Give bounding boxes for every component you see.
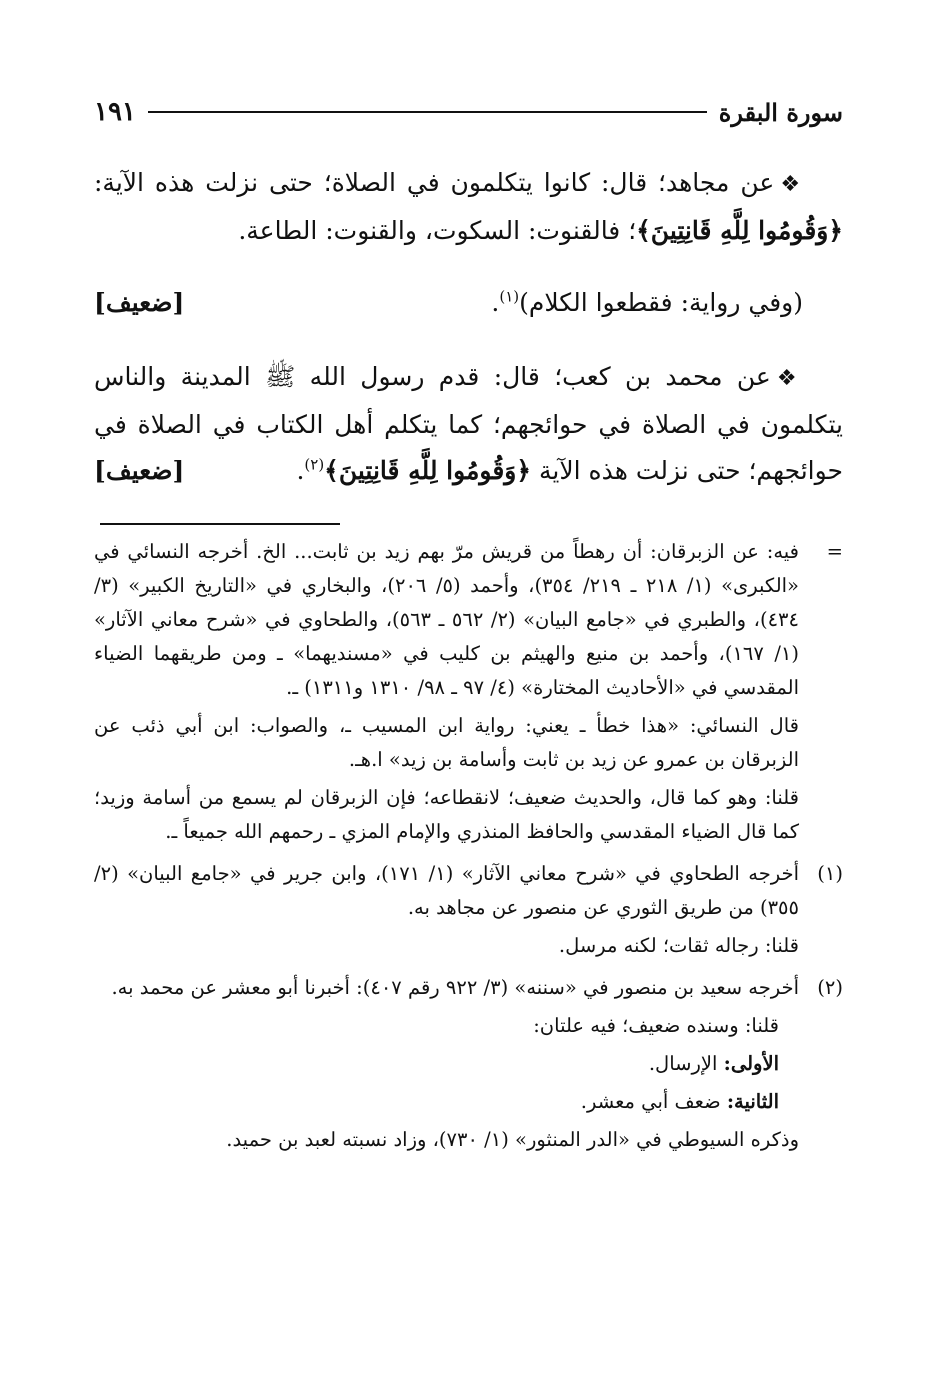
- surah-name: سورة البقرة: [718, 97, 843, 127]
- point-text: الإرسال.: [648, 1052, 724, 1075]
- footnote-paragraph: قال النسائي: «هذا خطأ ـ يعني: رواية ابن المسيب ـ، والصواب: ابن أبي ذئب عن الزبرقان بن عمرو عن زيد بن ثابت وأسامة بن زيد» ا.هـ.: [94, 714, 799, 771]
- footnote-ref: (١): [499, 287, 520, 306]
- header-rule: [148, 111, 707, 113]
- paragraph-text: (وفي رواية: فقطعوا الكلام): [519, 288, 803, 317]
- footnote-paragraph: قلنا: رجاله ثقات؛ لكنه مرسل.: [558, 934, 799, 957]
- paragraph-text-after: .: [296, 456, 305, 485]
- diamond-bullet-icon: ❖: [780, 172, 803, 197]
- footnote-mark: (١): [817, 862, 843, 885]
- paragraph-text-after: .: [491, 288, 500, 317]
- footnotes: [94, 535, 843, 1165]
- footnote-mark: (٢): [817, 976, 843, 999]
- diamond-bullet-icon: ❖: [776, 366, 803, 391]
- paragraph-riwaya: [94, 280, 843, 326]
- point-label: الثانية:: [726, 1090, 779, 1113]
- grade-label: [ضعيف]: [94, 456, 185, 485]
- footnote-mark: =: [826, 540, 843, 563]
- footnote-continuation: [94, 535, 843, 853]
- footnote-point-first: [94, 1047, 799, 1081]
- footnote-separator: [100, 523, 340, 525]
- footnote-paragraph: وذكره السيوطي في «الدر المنثور» (١/ ٧٣٠)، وزاد نسبته لعبد بن حميد.: [226, 1128, 799, 1151]
- footnote-2: [94, 971, 843, 1161]
- quran-verse: ﴿وَقُومُوا لِلَّهِ قَانِتِينَ﴾: [636, 216, 843, 245]
- footnote-paragraph: فيه: عن الزبرقان: أن رهطاً من قريش مرّ بهم زيد بن ثابت... الخ. أخرجه النسائي في «الكبرى» (١/ ٢١٨ ـ ٢١٩/ ٣٥٤)، وأحمد (٥/ ٢٠٦)، والبخاري في «التاريخ الكبير» (٣/ ٤٣٤)، والطبري في «جامع البيان» (٢/ ٥٦٢ ـ ٥٦٣)، والطحاوي في «شرح معاني الآثار» (١/ ١٦٧)، وأحمد بن منيع والهيثم بن كليب في «مسنديهما» ـ ومن طريقهما الضياء المقدسي في «الأحاديث المختارة» (٤/ ٩٧ ـ ٩٨/ ١٣١٠ و١٣١١) ـ.: [94, 540, 799, 699]
- footnote-point-second: [94, 1085, 799, 1119]
- paragraph-text: عن مجاهد؛ قال: كانوا يتكلمون في الصلاة؛ حتى نزلت هذه الآية:: [94, 168, 775, 197]
- footnote-ref: (٢): [304, 455, 325, 474]
- paragraph-text: عن محمد بن كعب؛ قال: قدم رسول الله ﷺ المدينة والناس يتكلمون في الصلاة في حوائجهم؛ كما يتكلم أهل الكتاب في الصلاة في حوائجهم؛ حتى نزلت هذه الآية: [94, 362, 843, 485]
- footnote-paragraph: قلنا: وسنده ضعيف؛ فيه علتان:: [533, 1014, 779, 1037]
- footnote-paragraph: قلنا: وهو كما قال، والحديث ضعيف؛ لانقطاعه؛ فإن الزبرقان لم يسمع من أسامة وزيد؛ كما قال الضياء المقدسي والحافظ المنذري والإمام المزي ـ رحمهم الله جميعاً ـ.: [94, 786, 799, 843]
- grade-label: [ضعيف]: [94, 288, 185, 317]
- paragraph-mujahid: [94, 160, 843, 254]
- point-text: ضعف أبي معشر.: [580, 1090, 727, 1113]
- footnote-paragraph: أخرجه سعيد بن منصور في «سننه» (٣/ ٩٢٢ رقم ٤٠٧): أخبرنا أبو معشر عن محمد به.: [111, 976, 799, 999]
- point-label: الأولى:: [723, 1052, 779, 1075]
- page-header: [94, 92, 843, 132]
- paragraph-text-after: ؛ فالقنوت: السكوت، والقنوت: الطاعة.: [238, 216, 637, 245]
- page-number: ١٩١: [94, 97, 136, 127]
- main-text: [94, 160, 843, 522]
- quran-verse: ﴿وَقُومُوا لِلَّهِ قَانِتِينَ﴾: [324, 456, 532, 485]
- paragraph-kaab: [94, 354, 843, 494]
- footnote-1: [94, 857, 843, 967]
- footnote-paragraph: أخرجه الطحاوي في «شرح معاني الآثار» (١/ ١٧١)، وابن جرير في «جامع البيان» (٢/ ٣٥٥) من طريق الثوري عن منصور عن مجاهد به.: [94, 862, 799, 919]
